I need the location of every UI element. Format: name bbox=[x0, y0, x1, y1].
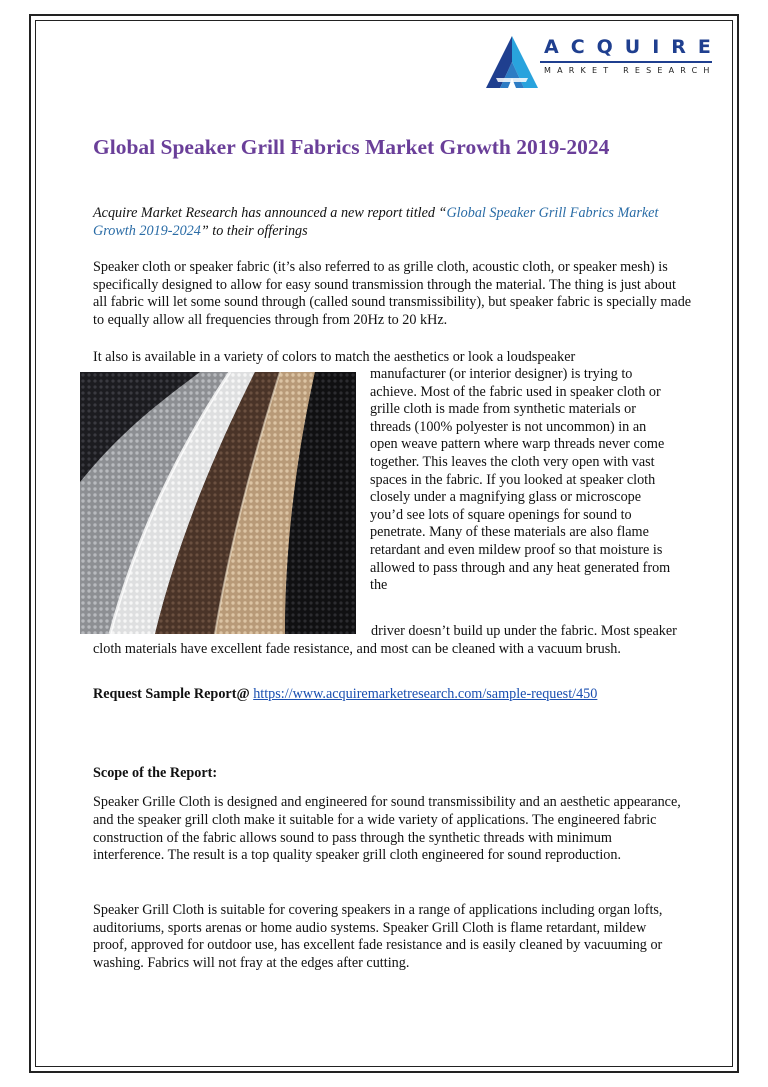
logo-word: ACQUIRE bbox=[544, 36, 723, 58]
body-paragraph-1-continued: It also is available in a variety of colors to match the aesthetics or look a loudspeaker bbox=[93, 349, 576, 365]
speaker-fabric-photo bbox=[80, 372, 356, 634]
body-paragraph-closing: driver doesn’t build up under the fabric. Most speaker cloth materials have excellent fade resistance, and most can be cleaned with a vacuum brush. bbox=[93, 623, 677, 657]
request-sample-label: Request Sample Report@ bbox=[93, 686, 250, 702]
page-title: Global Speaker Grill Fabrics Market Growth 2019-2024 bbox=[93, 135, 610, 159]
logo-subtitle: MARKET RESEARCH bbox=[544, 66, 716, 75]
scope-paragraph-1: Speaker Grille Cloth is designed and engineered for sound transmissibility and an aesthetic appearance, and the speaker grill cloth make it suitable for a wide variety of applications. The engineered fabric construction of the fabric allows sound to pass through the synthetic threads with minimum interference. The result is a top quality speaker grill cloth engineered for sound reproduction. bbox=[93, 794, 681, 864]
body-paragraph-1: Speaker cloth or speaker fabric (it’s also referred to as grille cloth, acoustic cloth, or speaker mesh) is specifically designed to allow for easy sound transmission through the material. The thing is just about all fabric will let some sound through (called sound transmissibility), but speaker fabric is specially made to equally allow all frequencies through from 20Hz to 20 kHz. bbox=[93, 259, 692, 328]
scope-heading: Scope of the Report: bbox=[93, 765, 218, 781]
scope-paragraph-2: Speaker Grill Cloth is suitable for covering speakers in a range of applications including organ lofts, auditoriums, sports arenas or home audio systems. Speaker Grill Cloth is flame retardant, mildew proof, approved for outdoor use, has excellent fade resistance and is easily cleaned by vacuuming or washing. Fabrics will not fray at the edges after cutting. bbox=[93, 902, 663, 971]
intro-paragraph bbox=[93, 205, 683, 240]
intro-prefix: Acquire Market Research has announced a new report titled “ bbox=[93, 205, 447, 221]
acquire-logo bbox=[482, 34, 722, 90]
intro-suffix: ” to their offerings bbox=[200, 222, 308, 239]
intro-report-name: Global Speaker Grill Fabrics Market Growth 2019-2024 bbox=[93, 205, 659, 239]
body-paragraph-wrapped: manufacturer (or interior designer) is trying to achieve. Most of the fabric used in speaker cloth or grille cloth is made from synthetic materials or threads (100% polyester is not uncommon) in an open weave pattern where warp threads never come together. This leaves the cloth very open with vast spaces in the fabric. If you looked at speaker cloth closely under a magnifying glass or microscope you’d see lots of square openings for sound to penetrate. Many of these materials are also flame retardant and even mildew proof so that moisture is allowed to pass through and any heat generated from the bbox=[370, 366, 671, 594]
request-sample-link[interactable]: https://www.acquiremarketresearch.com/sample-request/450 bbox=[253, 686, 598, 702]
logo-divider bbox=[540, 61, 712, 63]
logo-mark-icon bbox=[482, 34, 542, 90]
request-sample-line bbox=[93, 686, 693, 704]
